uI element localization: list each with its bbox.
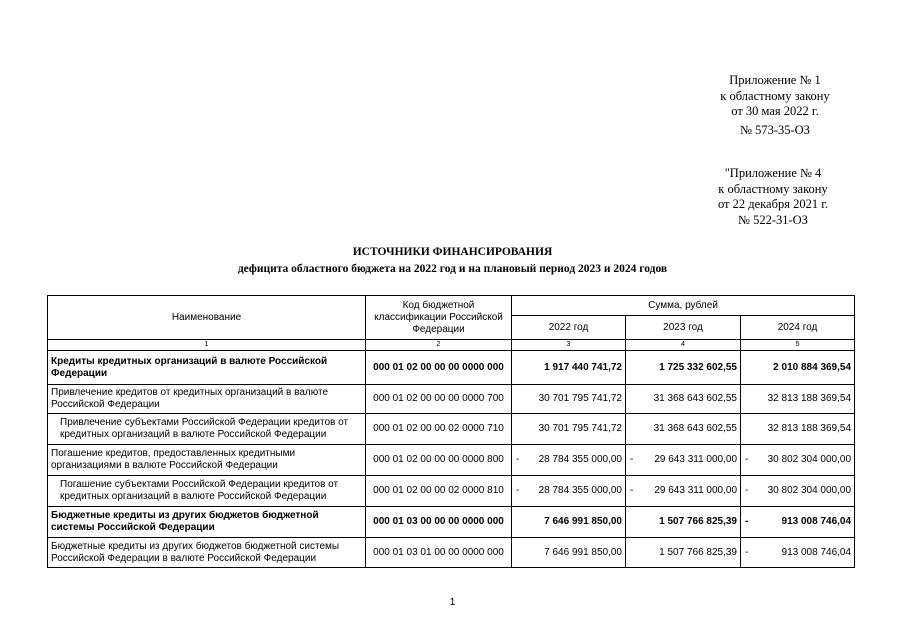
appendix-4-line: от 22 декабря 2021 г. (717, 197, 829, 211)
row-code: 000 01 02 00 00 02 0000 810 (366, 476, 512, 507)
minus-sign: - (516, 454, 520, 465)
row-name: Бюджетные кредиты из других бюджетов бюджетной системы Российской Федерации (48, 507, 366, 538)
row-name: Кредиты кредитных организаций в валюте Российской Федерации (48, 351, 366, 385)
row-value-2024 (741, 385, 855, 414)
value: 32 813 188 369,54 (767, 393, 852, 404)
row-code: 000 01 02 00 00 00 0000 700 (366, 385, 512, 414)
row-name: Привлечение кредитов от кредитных организаций в валюте Российской Федерации (48, 385, 366, 414)
row-value-2024 (741, 507, 855, 538)
document-subtitle: дефицита областного бюджета на 2022 год и на плановый период 2023 и 2024 годов (237, 263, 668, 275)
row-value-2023 (626, 507, 741, 538)
page-number: 1 (449, 597, 456, 608)
row-code: 000 01 02 00 00 02 0000 710 (366, 414, 512, 445)
row-value-2022 (512, 351, 626, 385)
header-code: Код бюджетной классификации Российской Федерации (366, 296, 512, 340)
appendix-4-line: к областному закону (718, 181, 828, 196)
header-sum: Сумма, рублей (512, 296, 855, 316)
header-year-2024: 2024 год (741, 316, 855, 340)
row-value-2023 (626, 538, 741, 568)
value: 30 802 304 000,00 (767, 485, 852, 496)
value: 29 643 311 000,00 (654, 485, 737, 496)
row-value-2024 (741, 445, 855, 476)
value: 913 008 746,04 (781, 516, 852, 527)
value: 7 646 991 850,00 (544, 516, 622, 527)
value: 29 643 311 000,00 (654, 454, 737, 465)
header-year-2023: 2023 год (626, 316, 741, 340)
minus-sign: - (745, 454, 749, 465)
row-name: Погашение кредитов, предоставленных кредитными организациями в валюте Российской Федерации (48, 445, 366, 476)
row-value-2023 (626, 476, 741, 507)
row-value-2023 (626, 414, 741, 445)
financing-sources-table (47, 295, 855, 568)
value: 28 784 355 000,00 (538, 485, 622, 496)
value: 30 701 795 741,72 (538, 393, 622, 404)
value: 31 368 643 602,55 (653, 423, 737, 434)
table-row (48, 538, 855, 568)
value: 1 725 332 602,55 (659, 361, 737, 373)
appendix-1-line: к областному закону (720, 88, 830, 103)
row-code: 000 01 02 00 00 00 0000 000 (366, 351, 512, 385)
appendix-4-header (688, 166, 858, 228)
appendix-4-line: "Приложение № 4 (724, 166, 822, 180)
column-number: 3 (512, 340, 626, 351)
value: 913 008 746,04 (781, 546, 852, 558)
table-row (48, 351, 855, 385)
appendix-4-line: № 522-31-ОЗ (738, 212, 808, 227)
value: 30 802 304 000,00 (767, 454, 852, 465)
row-code: 000 01 03 01 00 00 0000 000 (366, 538, 512, 568)
value: 32 813 188 369,54 (767, 423, 852, 434)
row-value-2024 (741, 351, 855, 385)
value: 7 646 991 850,00 (544, 546, 622, 558)
minus-sign: - (745, 516, 749, 527)
row-value-2023 (626, 445, 741, 476)
header-name: Наименование (48, 296, 366, 340)
value: 1 507 766 825,39 (659, 516, 737, 527)
table-row (48, 414, 855, 445)
value: 2 010 884 369,54 (773, 361, 852, 373)
value: 30 701 795 741,72 (538, 423, 622, 434)
document-title: ИСТОЧНИКИ ФИНАНСИРОВАНИЯ (352, 246, 553, 258)
table-row (48, 445, 855, 476)
appendix-1-line: от 30 мая 2022 г. (731, 104, 819, 118)
row-name: Привлечение субъектами Российской Федерации кредитов от кредитных организаций в валюте Российской Федерации (48, 414, 366, 445)
value: 31 368 643 602,55 (653, 393, 737, 404)
row-name: Бюджетные кредиты из других бюджетов бюджетной системы Российской Федерации в валюте Российской Федерации (48, 538, 366, 568)
row-value-2024 (741, 538, 855, 568)
row-value-2024 (741, 414, 855, 445)
appendix-1-header (690, 73, 860, 138)
minus-sign: - (745, 485, 749, 496)
column-number-row (48, 340, 855, 351)
value: 1 917 440 741,72 (544, 361, 622, 373)
table-header-row (48, 296, 855, 316)
row-value-2022 (512, 385, 626, 414)
minus-sign: - (630, 485, 634, 496)
table-row (48, 385, 855, 414)
minus-sign: - (516, 485, 520, 496)
row-value-2022 (512, 476, 626, 507)
row-code: 000 01 02 00 00 00 0000 800 (366, 445, 512, 476)
column-number: 1 (48, 340, 366, 351)
minus-sign: - (630, 454, 634, 465)
column-number: 5 (741, 340, 855, 351)
minus-sign: - (745, 546, 749, 558)
header-year-2022: 2022 год (512, 316, 626, 340)
row-value-2023 (626, 351, 741, 385)
row-value-2022 (512, 445, 626, 476)
value: 28 784 355 000,00 (538, 454, 622, 465)
row-value-2024 (741, 476, 855, 507)
table-row (48, 507, 855, 538)
row-value-2023 (626, 385, 741, 414)
appendix-1-line: Приложение № 1 (729, 73, 821, 87)
column-number: 4 (626, 340, 741, 351)
row-name: Погашение субъектами Российской Федерации кредитов от кредитных организаций в валюте Российской Федерации (48, 476, 366, 507)
row-value-2022 (512, 507, 626, 538)
table-row (48, 476, 855, 507)
row-value-2022 (512, 414, 626, 445)
value: 1 507 766 825,39 (659, 546, 737, 558)
column-number: 2 (366, 340, 512, 351)
row-value-2022 (512, 538, 626, 568)
row-code: 000 01 03 00 00 00 0000 000 (366, 507, 512, 538)
appendix-1-line: № 573-35-ОЗ (740, 122, 810, 137)
